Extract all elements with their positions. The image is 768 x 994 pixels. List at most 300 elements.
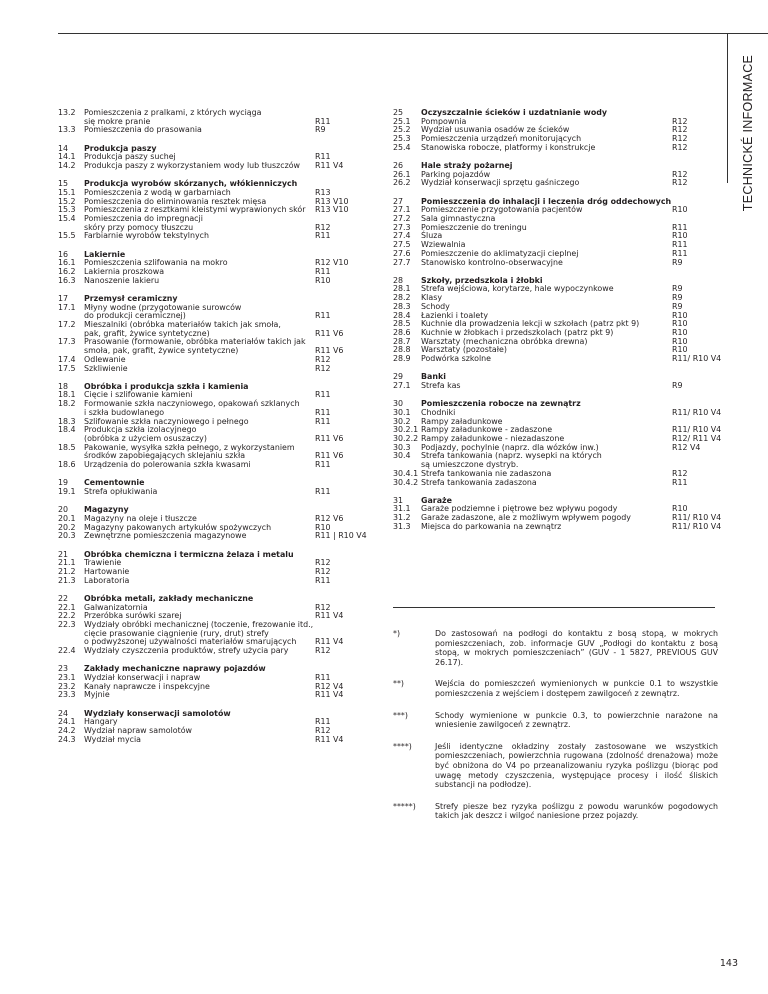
- item-description: Urządzenia do polerowania szkła kwasami: [84, 460, 251, 470]
- slip-rating: R11/ R10 V4: [672, 521, 722, 531]
- item-description: Pomieszczenia do eliminowania resztek mięsa: [84, 196, 267, 206]
- item-description: Kuchnie w żłobkach i przedszkolach (patrz pkt 9): [421, 327, 614, 337]
- slip-rating: R13: [315, 187, 331, 197]
- item-description: Lakiernia proszkowa: [84, 267, 165, 277]
- item-description: Galwanizatornia: [84, 602, 148, 612]
- item-number: 15.2: [58, 196, 76, 206]
- item-description: Podjazdy, pochylnie (naprz. dla wózków inw.): [421, 442, 599, 452]
- item-number: 27.2: [393, 214, 411, 224]
- footnote-marker: *): [393, 629, 401, 638]
- section-title: Banki: [421, 372, 446, 382]
- table-section: [58, 251, 373, 286]
- slip-rating: R10: [672, 504, 688, 514]
- section-number: 16: [58, 249, 69, 259]
- footnote-text: Strefy piesze bez ryzyka poślizgu z powodu warunków pogodowych takich jak deszcz i wilgoć naniesione przez pojazdy.: [435, 801, 718, 821]
- item-number: 14.2: [58, 161, 76, 171]
- item-number: 28.7: [393, 336, 411, 346]
- item-description: Miejsca do parkowania na zewnątrz: [421, 521, 562, 531]
- item-number: 27.7: [393, 257, 411, 267]
- slip-rating: R12: [672, 169, 688, 179]
- slip-rating: R11 V4: [315, 637, 344, 647]
- item-description: środków zapobiegających sklejaniu szkła: [84, 451, 246, 461]
- section-title: Obróbka metali, zakłady mechaniczne: [84, 593, 254, 603]
- item-description: Prasowanie (formowanie, obróbka materiałów takich jak: [84, 337, 306, 347]
- slip-rating: R12: [315, 566, 331, 576]
- item-number: 22.2: [58, 611, 76, 621]
- item-number: 24.1: [58, 717, 76, 727]
- item-number: 30.2.2: [393, 434, 419, 443]
- item-description: Wydziały obróbki mechanicznej (toczenie, frezowanie itd.,: [84, 619, 314, 629]
- slip-rating: R12 V4: [315, 681, 344, 691]
- item-number: 16.3: [58, 275, 76, 285]
- slip-rating: R12: [315, 354, 331, 364]
- item-description: Szlifowanie szkła naczyniowego i pełnego: [84, 416, 249, 426]
- footnote: [393, 629, 718, 667]
- slip-rating: R11 V6: [315, 328, 344, 338]
- section-number: 27: [393, 196, 404, 206]
- item-description: Strefa tankowania nie zadaszona: [421, 468, 552, 478]
- notes-divider: [393, 607, 715, 608]
- slip-rating: R11: [315, 231, 331, 241]
- slip-rating: R11: [315, 416, 331, 426]
- slip-rating: R11/ R10 V4: [672, 513, 722, 523]
- item-number: 30.4: [393, 451, 411, 461]
- item-description: Kanały naprawcze i inspekcyjne: [84, 681, 210, 691]
- item-description: Wziewalnia: [421, 240, 466, 250]
- item-number: 19.1: [58, 487, 76, 497]
- footnote: [393, 742, 718, 790]
- item-number: 28.1: [393, 284, 411, 294]
- item-description: Stanowisko kontrolno-obserwacyjne: [421, 257, 563, 267]
- section-title: Szkoły, przedszkola i żłobki: [421, 275, 543, 285]
- item-number: 14.1: [58, 152, 76, 162]
- item-description: Farbiarnie wyrobów tekstylnych: [84, 231, 210, 241]
- table-section: [393, 109, 718, 153]
- item-number: 28.9: [393, 354, 411, 364]
- table-section: [58, 145, 373, 171]
- table-row: [393, 521, 722, 532]
- section-title: Produkcja wyrobów skórzanych, włókienniczych: [84, 179, 298, 189]
- table-section: [393, 198, 718, 268]
- table-section: [58, 506, 373, 541]
- item-description: Garaże podziemne i piętrowe bez wpływu pogody: [421, 504, 618, 514]
- table-section: [393, 495, 722, 532]
- item-number: 15.3: [58, 205, 76, 215]
- item-description: Laboratoria: [84, 575, 130, 585]
- item-number: 30.4.2: [393, 477, 419, 487]
- item-number: 20.2: [58, 522, 76, 532]
- slip-rating: R12: [672, 178, 688, 188]
- slip-rating: R11: [315, 311, 331, 321]
- table-row: [58, 126, 373, 135]
- table-section: [58, 383, 373, 470]
- item-description: Pakowanie, wysyłka szkła pełnego, z wykorzystaniem: [84, 442, 295, 452]
- section-number: 24: [58, 708, 69, 718]
- item-description: Sala gimnastyczna: [421, 214, 496, 224]
- slip-rating: R11 | R10 V4: [315, 531, 367, 541]
- item-description: Formowanie szkła naczyniowego, opakowań szklanych: [84, 399, 300, 409]
- item-number: 25.1: [393, 116, 411, 126]
- slip-rating: R11 V6: [315, 346, 344, 356]
- table-row: [58, 488, 373, 497]
- item-description: do produkcji ceramicznej): [84, 311, 186, 321]
- table-row: [393, 479, 718, 488]
- slip-rating: R11: [315, 390, 331, 400]
- item-description: Nanoszenie lakieru: [84, 275, 160, 285]
- slip-rating: R10: [672, 310, 688, 320]
- slip-rating: R10: [672, 336, 688, 346]
- item-description: Szkliwienie: [84, 363, 128, 373]
- slip-rating: R12 V6: [315, 513, 344, 523]
- item-description: Pomieszczenia z pralkami, z których wyciąga: [84, 108, 262, 117]
- slip-rating: R12/ R11 V4: [672, 434, 722, 443]
- item-description: Strefa tankowania (naprz. wysepki na których: [421, 451, 602, 461]
- item-number: 28.3: [393, 301, 411, 311]
- footnote: [393, 711, 718, 730]
- item-number: 30.2: [393, 416, 411, 426]
- slip-rating: R10: [672, 327, 688, 337]
- item-number: 22.1: [58, 602, 76, 612]
- item-description: Myjnie: [84, 690, 110, 700]
- footnote-text: Jeśli identyczne okładziny zostały zastosowane we wszystkich pomieszczeniach, powierzchnia rugowana (zdolność drenażowa) może być obniżona do V4 po przeanalizowaniu ryzyka poślizgu (biorąc pod uwagę metody czyszczenia, występujące procesy i ilość śliskich substancji na podłodze).: [435, 741, 718, 790]
- item-description: Rampy załadunkowe: [421, 416, 503, 426]
- section-number: 18: [58, 381, 69, 391]
- item-description: Produkcja paszy suchej: [84, 152, 176, 162]
- item-number: 24.2: [58, 725, 76, 735]
- top-rule: [58, 33, 768, 34]
- item-number: 27.4: [393, 231, 411, 241]
- item-description: Pomieszczenia do prasowania: [84, 125, 202, 135]
- slip-rating: R13 V10: [315, 196, 349, 206]
- item-description: Strefa tankowania zadaszona: [421, 477, 537, 487]
- table-row: [393, 382, 718, 391]
- slip-rating: R10: [315, 275, 331, 285]
- slip-rating: R9: [672, 380, 683, 390]
- item-description: Pomieszczenia do impregnacji: [84, 214, 203, 224]
- slip-rating: R11: [315, 460, 331, 470]
- item-description: Łazienki i toalety: [421, 310, 488, 320]
- item-description: Magazyny na oleje i tłuszcze: [84, 513, 197, 523]
- footnote: [393, 802, 718, 821]
- item-description: Pomieszczenie przygotowania pacjentów: [421, 205, 583, 215]
- item-number: 25.2: [393, 125, 411, 135]
- item-number: 23.2: [58, 681, 76, 691]
- section-title: Zakłady mechaniczne naprawy pojazdów: [84, 664, 266, 674]
- slip-rating: R11/ R10 V4: [672, 354, 722, 364]
- item-description: Pomieszczenia szlifowania na mokro: [84, 258, 228, 268]
- item-description: Wydział usuwania osadów ze ścieków: [421, 125, 570, 135]
- item-number: 18.1: [58, 390, 76, 400]
- section-title: Garaże: [421, 495, 452, 505]
- slip-rating: R11: [672, 240, 688, 250]
- slip-rating: R11: [672, 222, 688, 232]
- item-number: 24.3: [58, 734, 76, 744]
- item-description: i szkła budowlanego: [84, 407, 165, 417]
- item-number: 21.1: [58, 558, 76, 568]
- slip-rating: R11 V4: [315, 161, 344, 171]
- section-title: Magazyny: [84, 505, 129, 515]
- section-title: Przemysł ceramiczny: [84, 293, 178, 303]
- table-row: [58, 461, 373, 470]
- slip-rating: R11: [672, 248, 688, 258]
- item-number: 28.8: [393, 345, 411, 355]
- item-description: Wydział konserwacji i napraw: [84, 672, 201, 682]
- table-section: [393, 399, 722, 487]
- table-row: [58, 162, 373, 171]
- item-description: Produkcja paszy z wykorzystaniem wody lub tłuszczów: [84, 161, 301, 171]
- table-row: [58, 736, 373, 745]
- slip-rating: R12: [315, 602, 331, 612]
- footnote-marker: **): [393, 679, 404, 689]
- item-number: 31.3: [393, 521, 411, 531]
- item-number: 17.2: [58, 320, 76, 330]
- section-number: 26: [393, 161, 404, 171]
- item-description: Warsztaty (pozostałe): [421, 345, 507, 355]
- table-section: [58, 109, 373, 135]
- item-description: (obróbka z użyciem osuszaczy): [84, 434, 207, 443]
- slip-rating: R12: [315, 222, 331, 232]
- table-row: [58, 365, 373, 374]
- item-number: 31.1: [393, 504, 411, 514]
- item-number: 17.4: [58, 354, 76, 364]
- item-description: Hangary: [84, 717, 118, 727]
- slip-rating: R11 V4: [315, 690, 344, 700]
- item-description: Cięcie i szlifowanie kamieni: [84, 390, 193, 400]
- item-description: Chodniki: [421, 407, 456, 417]
- right-column: [393, 108, 722, 541]
- item-number: 18.4: [58, 425, 76, 435]
- slip-rating: R9: [672, 257, 683, 267]
- footnote-text: Wejścia do pomieszczeń wymienionych w punkcie 0.1 to wszystkie pomieszczenia z wejściem i dostępem zawilgoceń z zewnątrz.: [435, 679, 718, 698]
- section-title: Hale straży pożarnej: [421, 161, 513, 171]
- item-description: Pomieszczenie do aklimatyzacji cieplnej: [421, 248, 579, 258]
- slip-rating: R12: [672, 142, 688, 152]
- slip-rating: R12: [315, 646, 331, 656]
- slip-rating: [315, 621, 373, 630]
- slip-rating: R9: [672, 284, 683, 294]
- slip-rating: R9: [672, 293, 683, 303]
- section-title: Pomieszczenia robocze na zewnątrz: [421, 399, 581, 409]
- footnote-text: Do zastosowań na podłogi do kontaktu z bosą stopą, w mokrych pomieszczeniach, zob. informacje GUV „Podłogi do kontaktu z bosą stopą, w mokrych pomieszczeniach” (GUV - 1 5827, PREVIOUS GUV 26.17).: [435, 629, 718, 667]
- item-number: 18.2: [58, 399, 76, 409]
- item-number: [58, 630, 80, 639]
- item-number: 21.3: [58, 575, 76, 585]
- slip-rating: R11 V6: [315, 451, 344, 461]
- table-section: [393, 275, 722, 364]
- item-description: pak, grafit, żywice syntetyczne): [84, 328, 210, 338]
- item-description: Stanowiska robocze, platformy i konstrukcje: [421, 142, 596, 152]
- item-number: 18.6: [58, 460, 76, 470]
- footnotes: [393, 629, 718, 833]
- item-number: 15.1: [58, 187, 76, 197]
- slip-rating: R11: [315, 267, 331, 277]
- section-title: Cementownie: [84, 478, 145, 488]
- item-number: 28.4: [393, 310, 411, 320]
- slip-rating: R12: [672, 116, 688, 126]
- item-description: Pomieszczenie do treningu: [421, 222, 527, 232]
- item-description: Produkcja szkła izolacyjnego: [84, 425, 197, 435]
- table-section: [58, 180, 373, 241]
- slip-rating: R11: [315, 116, 331, 126]
- item-description: Kuchnie dla prowadzenia lekcji w szkołach (patrz pkt 9): [421, 319, 640, 329]
- slip-rating: R12: [672, 468, 688, 478]
- table-row: [393, 144, 718, 153]
- item-description: Podwórka szkolne: [421, 354, 492, 364]
- item-number: 30.1: [393, 407, 411, 417]
- item-number: 27.5: [393, 240, 411, 250]
- slip-rating: R12: [315, 363, 331, 373]
- table-row: [58, 532, 373, 541]
- slip-rating: R12: [315, 558, 331, 568]
- item-description: się mokre pranie: [84, 116, 151, 126]
- item-number: 27.1: [393, 380, 411, 390]
- table-section: [58, 479, 373, 496]
- slip-rating: R11 V4: [315, 734, 344, 744]
- slip-rating: R10: [672, 345, 688, 355]
- slip-rating: R10: [315, 522, 331, 532]
- slip-rating: R10: [672, 205, 688, 215]
- item-description: Garaże zadaszone, ale z możliwym wpływem pogody: [421, 513, 631, 523]
- slip-rating: R12: [672, 134, 688, 144]
- item-number: 26.2: [393, 178, 411, 188]
- item-description: Pompownia: [421, 116, 467, 126]
- item-number: 28.5: [393, 319, 411, 329]
- item-description: smoła, pak, grafit, żywice syntetyczne): [84, 346, 239, 356]
- item-description: Śluza: [421, 231, 443, 241]
- slip-rating: R13 V10: [315, 205, 349, 215]
- item-number: 22.4: [58, 646, 76, 656]
- item-number: 15.4: [58, 214, 76, 224]
- table-row: [58, 577, 373, 586]
- item-number: 21.2: [58, 566, 76, 576]
- table-row: [393, 259, 718, 268]
- item-number: 30.3: [393, 442, 411, 452]
- footnote-marker: ***): [393, 710, 408, 720]
- section-title: Lakiernie: [84, 249, 126, 259]
- slip-rating: R11: [315, 672, 331, 682]
- item-description: Schody: [421, 301, 450, 311]
- item-number: 27.6: [393, 248, 411, 258]
- section-title: Wydziały konserwacji samolotów: [84, 708, 231, 718]
- item-description: Wydział napraw samolotów: [84, 725, 193, 735]
- footnote-text: Schody wymienione w punkcie 0.3, to powierzchnie narażone na wniesienie zawilgoceń z zewnątrz.: [435, 710, 718, 730]
- section-number: 25: [393, 108, 404, 117]
- slip-rating: R11: [315, 575, 331, 585]
- section-tab-label: TECHNICKÉ INFORMACE: [741, 54, 755, 212]
- item-number: 23.1: [58, 672, 76, 682]
- item-description: Trawienie: [84, 558, 122, 568]
- slip-rating: R12: [672, 125, 688, 135]
- item-description: Mieszalniki (obróbka materiałów takich jak smoła,: [84, 320, 281, 330]
- item-description: Pomieszczenia urządzeń monitorujących: [421, 134, 582, 144]
- item-number: 20.1: [58, 513, 76, 523]
- section-number: 28: [393, 275, 404, 285]
- item-number: 20.3: [58, 531, 76, 541]
- slip-rating: R11/ R10 V4: [672, 425, 722, 435]
- section-heading-spacer: [315, 295, 373, 304]
- item-number: 13.2: [58, 108, 76, 117]
- page-number: 143: [719, 958, 738, 969]
- item-description: Warsztaty (mechaniczna obróbka drewna): [421, 336, 588, 346]
- item-number: 27.1: [393, 205, 411, 215]
- section-number: 14: [58, 143, 69, 153]
- slip-rating: R9: [672, 301, 683, 311]
- slip-rating: R11/ R10 V4: [672, 407, 722, 417]
- table-section: [393, 373, 718, 390]
- section-title: Produkcja paszy: [84, 143, 157, 153]
- footnote: [393, 679, 718, 698]
- item-description: Odlewanie: [84, 354, 126, 364]
- item-number: 30.2.1: [393, 425, 419, 435]
- item-number: 27.3: [393, 222, 411, 232]
- item-number: 17.3: [58, 337, 76, 347]
- section-number: 23: [58, 664, 69, 674]
- section-number: 17: [58, 293, 69, 303]
- slip-rating: R12 V4: [672, 442, 701, 452]
- slip-rating: R9: [315, 125, 326, 135]
- item-description: Pomieszczenia z wodą w garbarniach: [84, 187, 231, 197]
- table-row: [58, 691, 373, 700]
- footnote-marker: ****): [393, 741, 412, 751]
- item-number: 15.5: [58, 231, 76, 241]
- table-row: [58, 232, 373, 241]
- item-description: Młyny wodne (przygotowanie surowców: [84, 302, 242, 312]
- table-section: [58, 551, 373, 586]
- table-row: [58, 277, 373, 286]
- table-row: [58, 647, 373, 656]
- item-description: Zewnętrzne pomieszczenia magazynowe: [84, 531, 247, 541]
- item-description: Wydziały czyszczenia produktów, strefy użycia pary: [84, 646, 289, 656]
- table-row: [393, 354, 722, 364]
- section-title: Obróbka i produkcja szkła i kamienia: [84, 381, 249, 391]
- section-number: 15: [58, 179, 69, 189]
- item-number: 26.1: [393, 169, 411, 179]
- section-number: 19: [58, 478, 69, 488]
- item-number: 18.5: [58, 442, 76, 452]
- slip-rating: R12 V10: [315, 258, 349, 268]
- section-title: Obróbka chemiczna i termiczna żelaza i metalu: [84, 549, 294, 559]
- item-number: 31.2: [393, 513, 411, 523]
- section-number: 29: [393, 372, 404, 382]
- table-section: [58, 595, 373, 656]
- section-number: 30: [393, 399, 404, 409]
- item-number: 17.1: [58, 302, 76, 312]
- item-description: Magazyny pakowanych artykułów spożywczych: [84, 522, 272, 532]
- item-number: 22.3: [58, 619, 76, 629]
- item-description: Strefa kas: [421, 380, 461, 390]
- item-number: 13.3: [58, 125, 76, 135]
- slip-rating: [672, 452, 718, 461]
- table-row: [393, 179, 718, 188]
- item-number: 17.5: [58, 363, 76, 373]
- item-number: 28.6: [393, 327, 411, 337]
- slip-rating: R12: [315, 725, 331, 735]
- slip-rating: R10: [672, 231, 688, 241]
- item-description: Strefa opłukiwania: [84, 487, 158, 497]
- slip-rating: R11 V6: [315, 434, 344, 443]
- slip-rating: R11: [672, 477, 688, 487]
- item-number: 16.2: [58, 267, 76, 277]
- left-column: [58, 109, 373, 754]
- item-number: 23.3: [58, 690, 76, 700]
- item-description: Pomieszczenia z resztkami kleistymi wyprawionych skór: [84, 205, 306, 215]
- section-number: 21: [58, 549, 69, 559]
- slip-rating: R11: [315, 717, 331, 727]
- section-title: Pomieszczenia do inhalacji i leczenia dróg oddechowych: [421, 196, 672, 206]
- item-description: Przeróbka surówki szarej: [84, 611, 182, 621]
- item-number: 18.3: [58, 416, 76, 426]
- item-number: 28.2: [393, 293, 411, 303]
